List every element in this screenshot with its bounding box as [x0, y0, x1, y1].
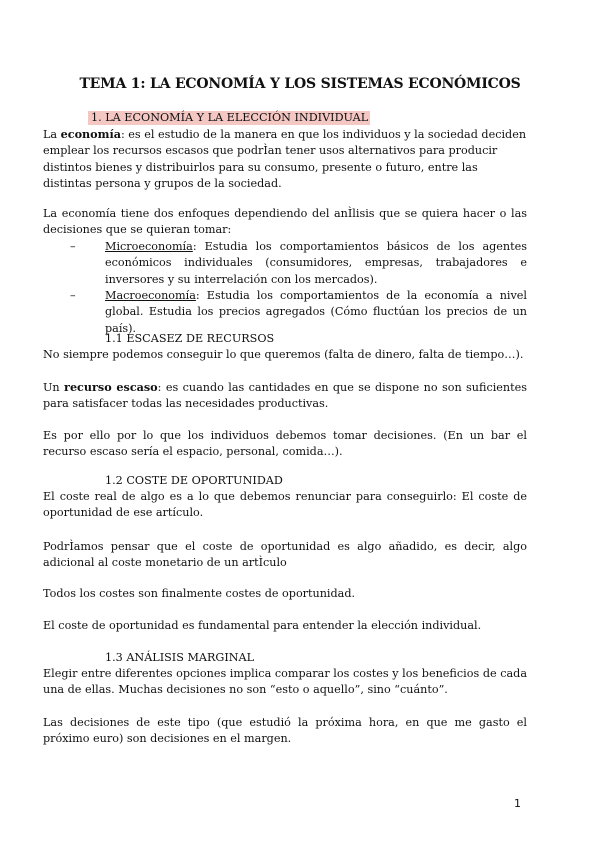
marginal-p2: Las decisiones de este tipo (que estudió la próxima hora, en que me gasto el próximo euro) son decisiones en el margen. — [43, 716, 527, 746]
section-1-3-heading: 1.3 ANÁLISIS MARGINAL — [105, 651, 255, 664]
economy-definition-text: : es el estudio de la manera en que los individuos y la sociedad deciden emplear los recursos escasos que podrÌan tener usos alternativos para producir distintos bienes y distribuirlos para su consumo, presente o futuro, entre las distintas persona y grupos de la sociedad. — [43, 128, 527, 191]
opportunity-p2: PodrÌamos pensar que el coste de oportunidad es algo añadido, es decir, algo adicional al coste monetario de un artÌculo — [43, 540, 527, 570]
section-1-heading — [88, 110, 370, 126]
scarcity-p2: Un recurso escaso: es cuando las cantidades en que se dispone no son suficientes para satisfacer todas las necesidades productivas. — [43, 380, 527, 411]
opportunity-p3: Todos los costes son finalmente costes de oportunidad. — [43, 587, 356, 600]
macroeconomia-term: Macroeconomía — [105, 289, 196, 302]
opportunity-p4: El coste de oportunidad es fundamental para entender la elección individual. — [43, 619, 482, 632]
scarcity-p3: Es por ello por lo que los individuos debemos tomar decisiones. (En un bar el recurso escaso sería el espacio, personal, comida…). — [43, 429, 527, 459]
economy-term: economía — [60, 127, 121, 141]
bullet-macroeconomia: – Macroeconomía: Estudia los comportamientos de la economía a nivel global. Estudia los precios agregados (Cómo fluctúan los precios de un país). — [70, 289, 527, 335]
scarcity-p1: No siempre podemos conseguir lo que queremos (falta de dinero, falta de tiempo…). — [43, 348, 524, 361]
page-number: 1 — [514, 797, 521, 810]
section-1-2-heading: 1.2 COSTE DE OPORTUNIDAD — [105, 474, 283, 487]
microeconomia-term: Microeconomía — [105, 240, 193, 253]
economy-definition: La economía: es el estudio de la manera en que los individuos y la sociedad deciden emplear los recursos escasos que podrÌan tener usos alternativos para producir distintos bienes y distribuirlos para su consumo, presente o futuro, entre las distintas persona y grupos de la sociedad. — [43, 127, 527, 191]
page-title: TEMA 1: LA ECONOMÍA Y LOS SISTEMAS ECONÓMICOS — [79, 76, 521, 92]
marginal-p1: Elegir entre diferentes opciones implica comparar los costes y los beneficios de cada una de ellas. Muchas decisiones no son “esto o aquello”, sino “cuánto”. — [43, 667, 527, 697]
bullet-dash: – — [70, 289, 76, 302]
section-1-heading-text: 1. LA ECONOMÍA Y LA ELECCIÓN INDIVIDUAL — [88, 111, 370, 125]
opportunity-p1: El coste real de algo es a lo que debemos renunciar para conseguirlo: El coste de oportunidad de ese artículo. — [43, 490, 527, 520]
approaches-intro: La economía tiene dos enfoques dependiendo del anÌlisis que se quiera hacer o las decisiones que se quieran tomar: — [43, 207, 527, 237]
bullet-microeconomia: – Microeconomía: Estudia los comportamientos básicos de los agentes económicos individuales (consumidores, empresas, trabajadores e inversores y su interrelación con los mercados). — [70, 240, 527, 286]
section-1-1-heading: 1.1 ESCASEZ DE RECURSOS — [105, 332, 275, 345]
recurso-escaso-term: recurso escaso — [64, 380, 158, 394]
bullet-dash: – — [70, 240, 76, 253]
